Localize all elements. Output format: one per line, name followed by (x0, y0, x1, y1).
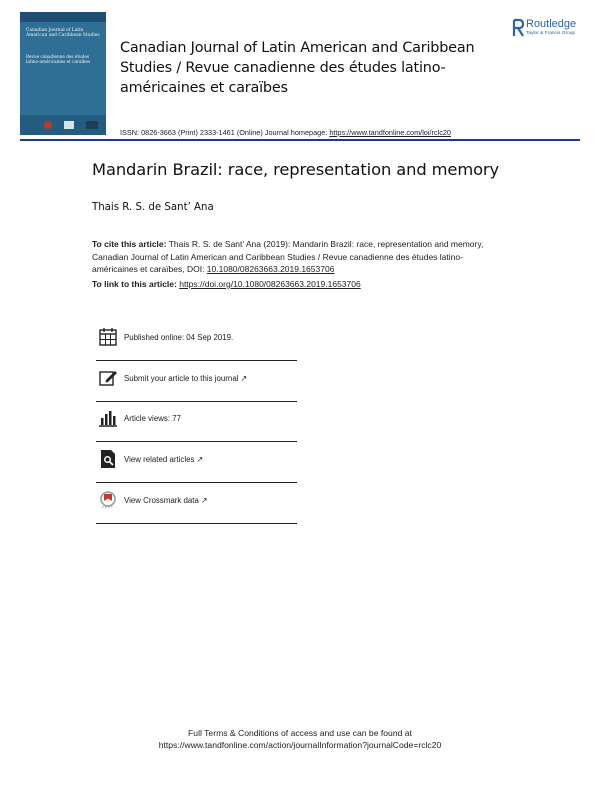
submit-article-label: Submit your article to this journal (124, 374, 239, 383)
header-divider (20, 139, 580, 141)
item-divider (96, 360, 297, 361)
article-views-label: Article views: 77 (124, 414, 182, 423)
article-title: Mandarin Brazil: race, representation and memory (92, 160, 500, 179)
article-link-line (92, 279, 361, 289)
publisher-logo (512, 18, 596, 40)
edit-icon (98, 368, 118, 388)
related-articles-label: View related articles (124, 455, 195, 464)
published-online-item (96, 321, 296, 361)
item-divider (96, 441, 297, 442)
journal-title: Canadian Journal of Latin American and Caribbean Studies / Revue canadienne des études latino-américaines et caraïbes (120, 40, 475, 96)
crossmark-label: View Crossmark data (124, 496, 199, 505)
external-link-icon: ↗ (196, 455, 204, 464)
terms-text: Full Terms & Conditions of access and use can be found at (188, 728, 412, 738)
journal-cover-image (20, 12, 106, 135)
submit-article-link[interactable] (124, 374, 247, 383)
cover-title: Canadian Journal of Latin American and Caribbean Studies (26, 28, 100, 39)
article-link-label: To link to this article: (92, 279, 180, 289)
crossmark-item[interactable] (96, 484, 296, 524)
article-views-item (96, 402, 296, 442)
published-online-label: Published online: 04 Sep 2019. (124, 333, 234, 342)
terms-footer (0, 727, 600, 751)
issn-text: ISSN: 0826-3663 (Print) 2333-1461 (Online) Journal homepage: (120, 128, 330, 137)
calendar-icon (98, 327, 118, 347)
cover-logo-mark (44, 121, 52, 129)
external-link-icon: ↗ (240, 374, 248, 383)
publisher-tagline: Taylor & Francis Group (526, 31, 576, 36)
submit-article-item[interactable] (96, 362, 296, 402)
cover-logo-mark (64, 121, 74, 129)
cover-publisher-mark (86, 121, 98, 129)
article-doi-link[interactable]: https://doi.org/10.1080/08263663.2019.1653706 (179, 279, 361, 289)
bar-chart-icon (98, 408, 118, 428)
crossmark-link[interactable] (124, 496, 208, 505)
citation-text: Thais R. S. de Sant’ Ana (2019): Mandarin Brazil: race, representation and memory, Canadian Journal of Latin American and Caribbean Studies / Revue canadienne des études latino-américaines et caraïbes, DOI: (92, 239, 484, 274)
issn-line (120, 128, 451, 137)
item-divider (96, 523, 297, 524)
related-articles-item[interactable] (96, 443, 296, 483)
routledge-r-icon (512, 18, 524, 38)
cover-top-band (20, 12, 106, 22)
citation-label: To cite this article: (92, 239, 167, 249)
citation-doi-link[interactable]: 10.1080/08263663.2019.1653706 (206, 264, 335, 274)
publisher-name: Routledge (526, 18, 577, 30)
journal-homepage-link[interactable]: https://www.tandfonline.com/loi/rclc20 (329, 128, 451, 137)
cover-subtitle: Revue canadienne des études latino-américaines et caraïbes (26, 54, 91, 64)
item-divider (96, 482, 297, 483)
article-author: Thais R. S. de Sant’ Ana (92, 202, 214, 213)
related-articles-link[interactable] (124, 455, 203, 464)
search-document-icon (98, 449, 118, 469)
external-link-icon: ↗ (200, 496, 208, 505)
citation-block (92, 238, 508, 276)
terms-url-link[interactable]: https://www.tandfonline.com/action/journalInformation?journalCode=rclc20 (158, 740, 442, 750)
crossmark-icon (98, 490, 118, 510)
